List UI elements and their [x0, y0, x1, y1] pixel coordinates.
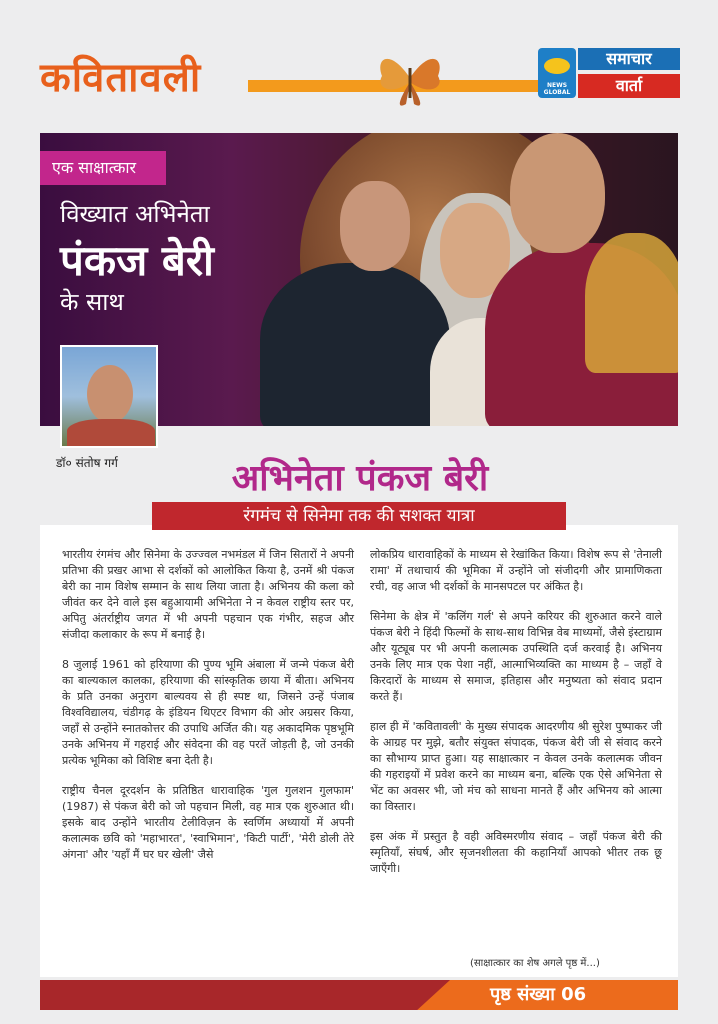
article-headline: अभिनेता पंकज बेरी [231, 458, 489, 499]
paragraph: इस अंक में प्रस्तुत है वही अविस्मरणीय संवाद – जहाँ पंकज बेरी की स्मृतियाँ, संघर्ष, और सृजनशीलता की कहानियाँ आपको भीतर तक छू जाएँगी। [370, 830, 662, 875]
paragraph: राष्ट्रीय चैनल दूरदर्शन के प्रतिष्ठित धारावाहिक 'गुल गुलशन गुलफाम' (1987) से पंकज बेरी को जो पहचान मिली, वह मात्र एक शुरुआत थी। इसके बाद उन्होंने भारतीय टेलीविज़न के स्वर्णिम अध्यायों में अपनी कलात्मक छवि को 'महाभारत', 'स्वाभिमान', 'किटी पार्टी', 'मेरी डोली तेरे अंगना' और 'यहाँ मैं घर घर खेली' जैसे [62, 784, 354, 861]
actor-figure [340, 181, 410, 271]
paragraph: हाल ही में 'कविताव‌ली' के मुख्य संपादक आदरणीय श्री सुरेश पुष्पाकर जी के आग्रह पर मुझे, बतौर संयुक्त संपादक, पंकज बेरी जी से संवाद करने का सौभाग्य प्राप्त हुआ। यह साक्षात्कार न केवल उनके कलात्मक जीवन की गहराइयों में प्रवेश करने का माध्यम बना, बल्कि एक ऐसे अभिनेता से भेंट का अवसर भी, जो मंच को साधना मानते हैं और अभिनय को आत्मा का विस्तार। [370, 720, 662, 813]
hero-line-1: विख्यात अभिनेता [60, 200, 210, 228]
actor-figure [260, 263, 450, 426]
article-column-right [370, 547, 662, 891]
footer-accent [40, 980, 450, 1010]
logo-top-text: समाचार [578, 48, 680, 70]
article-column-left [62, 547, 354, 877]
paragraph: सिनेमा के क्षेत्र में 'कलिंग गर्ल' से अपने करियर की शुरुआत करने वाले पंकज बेरी ने हिंदी फिल्मों के साथ-साथ विभिन्न वेब माध्यमों, जैसे इंस्टाग्राम और यूट्यूब पर भी अपनी कलात्मक उपस्थिति दर्ज करवाई है। अभिनय उनके लिए मात्र एक पेशा नहीं, आत्माभिव्यक्ति का माध्यम है – जहाँ वे किरदारों के माध्यम से समाज, इतिहास और मनुष्यता को संवाद प्रदान करते हैं। [370, 610, 662, 703]
hero-name: पंकज बेरी [60, 236, 214, 285]
continued-note: (साक्षात्कार का शेष अगले पृष्ठ में...) [470, 958, 600, 969]
masthead [0, 0, 718, 130]
paragraph: लोकप्रिय धारावाहिकों के माध्यम से रेखांकित किया। विशेष रूप से 'तेनाली रामा' में तथाचार्य की भूमिका में उन्होंने जो संजीदगी और प्रामाणिकता रची, वह आज भी दर्शकों के मानसपटल पर अंकित है। [370, 548, 662, 593]
actor-figure [585, 233, 678, 373]
article-subheadline: रंगमंच से सिनेमा तक की सशक्त यात्रा [152, 502, 566, 530]
logo-bottom-text: वार्ता [578, 74, 680, 98]
magazine-title: कवितावली [40, 55, 202, 101]
news-logo [538, 48, 680, 98]
paragraph: भारतीय रंगमंच और सिनेमा के उज्ज्वल नभमंडल में जिन सितारों ने अपनी प्रतिभा की प्रखर आभा से दर्शकों को आलोकित किया है, उनमें श्री पंकज बेरी का नाम विशेष सम्मान के साथ लिया जाता है। अभिनय की कला को जीवंत कर देने वाले इस बहुआयामी अभिनेता ने न केवल राष्ट्रीय स्तर पर, अपितु अंतर्राष्ट्रीय जगत में भी अपनी पहचान एक गंभीर, सहज और संजीदा कलाकार के रूप में बनाई है। [62, 548, 354, 641]
globe-icon: NEWS GLOBAL [538, 48, 576, 98]
paragraph: 8 जुलाई 1961 को हरियाणा की पुण्य भूमि अंबाला में जन्मे पंकज बेरी का बाल्यकाल कालका, हरियाणा की सांस्कृतिक छाया में बीता। अभिनय के प्रति उनका अनुराग बाल्यवय से ही स्पष्ट था, जिसने उन्हें पंजाब विश्वविद्यालय, चंडीगढ़ के इंडियन थिएटर विभाग की ओर अग्रसर किया, जहाँ से उन्होंने स्नातकोत्तर की उपाधि अर्जित की। यह अकादमिक पृष्ठभूमि उनके अभिनय में गहराई और संवेदना की वह परतें जोड़ती है, जो उनकी प्रत्येक भूमिका को विशिष्ट बना देती है। [62, 658, 354, 767]
actor-figure [510, 133, 605, 253]
interview-tag: एक साक्षात्कार [40, 151, 166, 185]
hero-line-3: के साथ [60, 288, 124, 316]
butterfly-icon [370, 38, 450, 118]
page-number: पृष्ठ संख्या 06 [490, 984, 587, 1005]
author-caption: डॉ० संतोष गर्ग [56, 456, 118, 470]
author-photo [60, 345, 158, 448]
